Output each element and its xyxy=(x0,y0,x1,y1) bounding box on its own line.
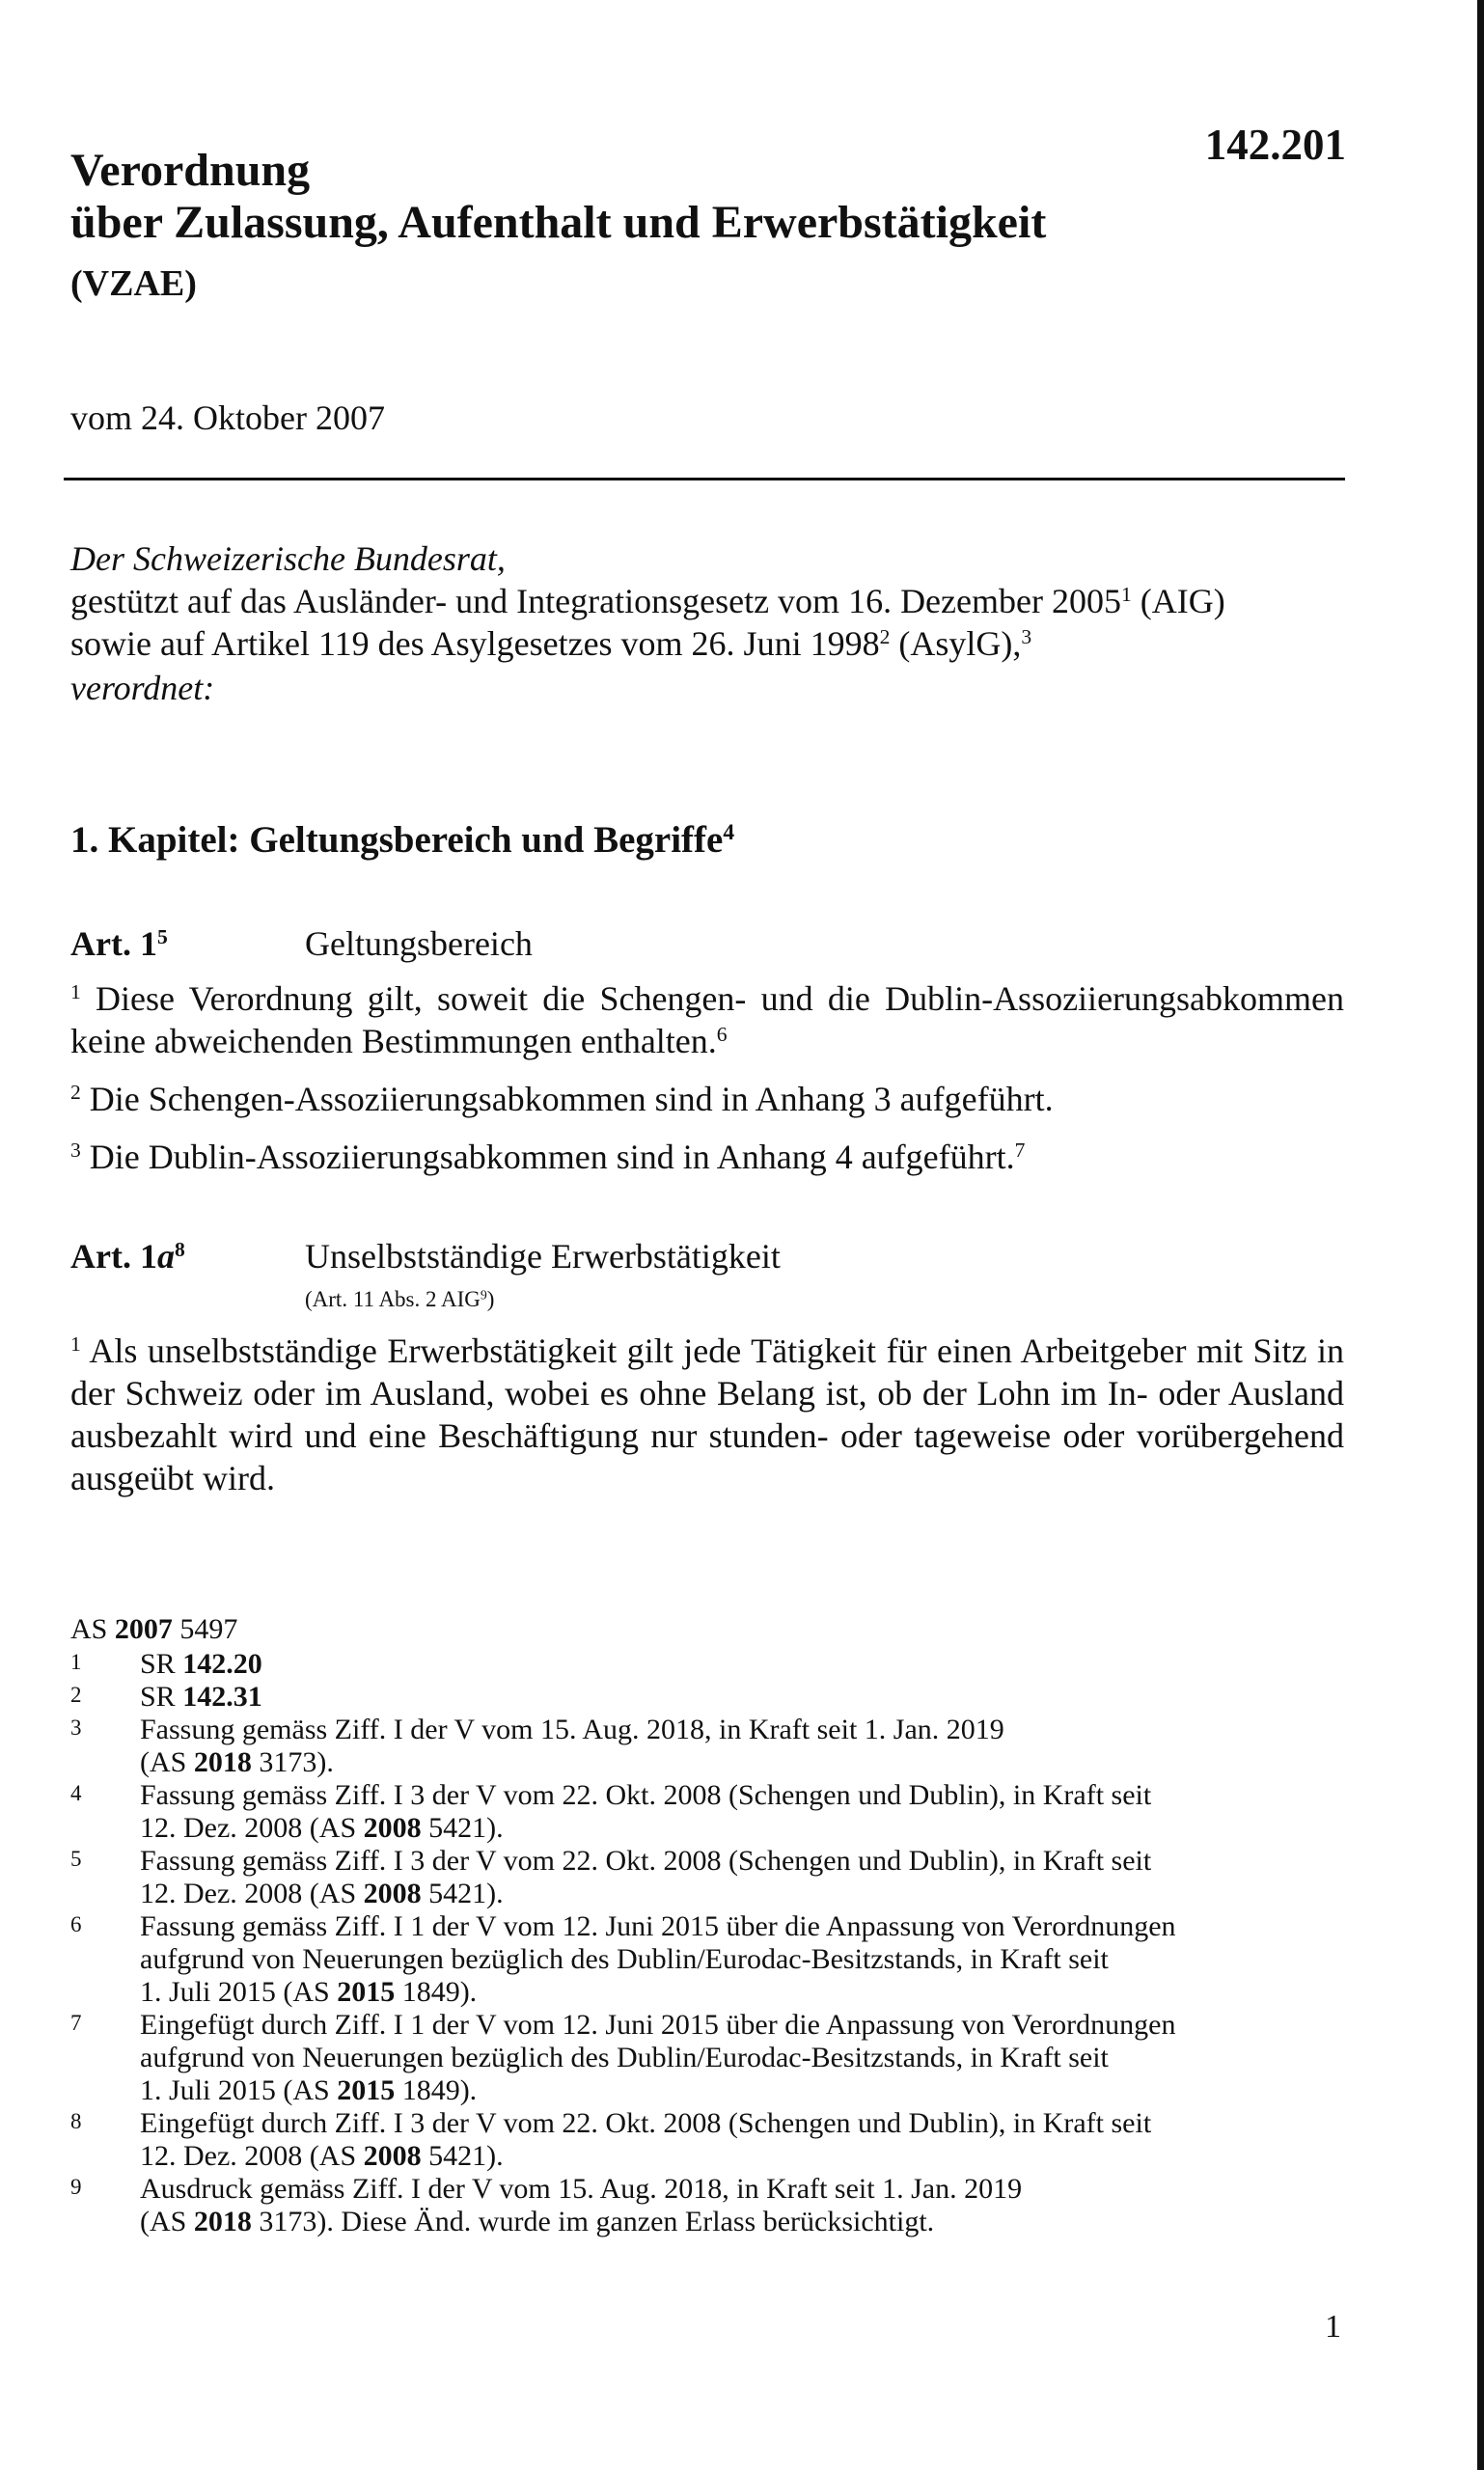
title-line-1: Verordnung xyxy=(70,145,311,196)
footnote-text xyxy=(140,2173,1354,2238)
footnote-line: 12. Dez. 2008 (AS 2008 5421). xyxy=(140,1812,504,1844)
footnote-number: 4 xyxy=(70,1781,82,1805)
article-1-paragraph-1: $^1$ Diese Verordnung gilt, soweit die Schengen- und die Dublin-Assoziierungsabkommen keine abweichenden Bestimmungen enthalten.$^6$ xyxy=(70,979,1345,1060)
footnote-item xyxy=(70,1845,1354,1910)
article-title: Geltungsbereich xyxy=(305,924,533,963)
footnote-text xyxy=(140,1648,1354,1681)
footnote-number: 2 xyxy=(70,1683,82,1707)
header-divider xyxy=(64,478,1345,480)
footnote-number: 3 xyxy=(70,1715,82,1740)
footnote-number: 6 xyxy=(70,1912,82,1936)
footnote-text xyxy=(140,2107,1354,2173)
article-number: Art. $1^5$ xyxy=(70,924,168,963)
preamble-decrees: verordnet: xyxy=(70,669,215,707)
footnote-number: 9 xyxy=(70,2175,82,2199)
footnote-ref[interactable]: 4 xyxy=(723,820,735,846)
footnote-ref[interactable]: 1 xyxy=(1120,583,1132,607)
article-1-heading xyxy=(70,922,533,965)
footnote-line: aufgrund von Neuerungen bezüglich des Dublin/Eurodac-Besitzstands, in Kraft seit xyxy=(140,1943,1109,1975)
footnote-ref[interactable]: 6 xyxy=(716,1023,728,1047)
title-abbreviation: (VZAE) xyxy=(70,263,197,304)
footnote-ref[interactable]: 9 xyxy=(480,1287,487,1303)
footnote-item xyxy=(70,1681,1354,1714)
enactment-date: vom 24. Oktober 2007 xyxy=(70,398,385,437)
article-1-paragraph-2: $^2$ Die Schengen-Assoziierungsabkommen sind in Anhang 3 aufgeführt. xyxy=(70,1080,1054,1118)
footnote-ref[interactable]: 8 xyxy=(174,1238,185,1262)
footnote-item xyxy=(70,1714,1354,1779)
article-1-paragraph-3: $^3$ Die Dublin-Assoziierungsabkommen sind in Anhang 4 aufgeführt.$^7$ xyxy=(70,1138,1026,1176)
footnote-ref[interactable]: 5 xyxy=(156,925,168,949)
footnote-line: 12. Dez. 2008 (AS 2008 5421). xyxy=(140,2140,504,2172)
article-number: Art. $1a^8$ xyxy=(70,1237,185,1276)
footnote-line: 1. Juli 2015 (AS 2015 1849). xyxy=(140,1976,478,2008)
footnote-line: Fassung gemäss Ziff. I 3 der V vom 22. Okt. 2008 (Schengen und Dublin), in Kraft seit xyxy=(140,1779,1152,1811)
footnote-text xyxy=(140,2009,1354,2107)
title-line-2: über Zulassung, Aufenthalt und Erwerbstätigkeit xyxy=(70,197,1047,248)
footnote-line: Fassung gemäss Ziff. I der V vom 15. Aug. 2018, in Kraft seit 1. Jan. 2019 xyxy=(140,1714,1004,1745)
preamble-basis-line-2: sowie auf Artikel 119 des Asylgesetzes vom 26. Juni 1998$^2$ (AsylG),$^3$ xyxy=(70,624,1032,663)
footnote-ref[interactable]: 2 xyxy=(879,625,891,649)
footnote-text xyxy=(140,1779,1354,1845)
sr-number: 142.201 xyxy=(1204,121,1346,169)
document-title xyxy=(70,145,1046,313)
footnote-line: Fassung gemäss Ziff. I 3 der V vom 22. Okt. 2008 (Schengen und Dublin), in Kraft seit xyxy=(140,1845,1152,1877)
footnote-line: (AS 2018 3173). xyxy=(140,1746,334,1778)
footnote-item xyxy=(70,1779,1354,1845)
footnote-item xyxy=(70,2173,1354,2238)
footnote-line: Ausdruck gemäss Ziff. I der V vom 15. Aug. 2018, in Kraft seit 1. Jan. 2019 xyxy=(140,2173,1023,2205)
footnote-item xyxy=(70,1648,1354,1681)
footnote-line: (AS 2018 3173). Diese Änd. wurde im ganzen Erlass berücksichtigt. xyxy=(140,2206,935,2237)
footnote-number: 5 xyxy=(70,1847,82,1871)
footnote-text xyxy=(140,1681,1354,1714)
footnote-ref[interactable]: 7 xyxy=(1014,1139,1026,1163)
footnote-item xyxy=(70,2009,1354,2107)
footnote-item xyxy=(70,2107,1354,2173)
footnote-line: Eingefügt durch Ziff. I 3 der V vom 22. Okt. 2008 (Schengen und Dublin), in Kraft seit xyxy=(140,2107,1152,2139)
article-1a-paragraph-1: $^1$ Als unselbstständige Erwerbstätigkeit gilt jede Tätigkeit für einen Arbeitgeber mit Sitz in der Schweiz oder im Ausland, wobei es ohne Belang ist, ob der Lohn im In- oder Ausland ausbezahlt wird und eine Beschäftigung nur stunden- oder tageweise oder vorübergehend ausgeübt wird. xyxy=(70,1331,1345,1497)
footnote-text xyxy=(140,1714,1354,1779)
preamble xyxy=(70,537,1344,709)
article-1a-legal-basis: (Art. 11 Abs. 2 AIG$^9$) xyxy=(305,1287,495,1311)
footnote-number: 8 xyxy=(70,2109,82,2133)
footnote-line: aufgrund von Neuerungen bezüglich des Dublin/Eurodac-Besitzstands, in Kraft seit xyxy=(140,2042,1109,2073)
footnote-line: 1. Juli 2015 (AS 2015 1849). xyxy=(140,2074,478,2106)
footnote-text xyxy=(140,1845,1354,1910)
chapter-heading: 1. Kapitel: Geltungsbereich und Begriffe$^4$ xyxy=(70,819,735,861)
footnote-item xyxy=(70,1910,1354,2009)
footnotes xyxy=(70,1648,1354,2238)
footnote-number: 1 xyxy=(70,1650,82,1674)
footnote-line: SR 142.20 xyxy=(140,1648,262,1680)
article-1a-heading xyxy=(70,1235,781,1277)
preamble-basis-line-1: gestützt auf das Ausländer- und Integrationsgesetz vom 16. Dezember 2005$^1$ (AIG) xyxy=(70,582,1225,620)
footnote-number: 7 xyxy=(70,2011,82,2035)
footnote-ref[interactable]: 3 xyxy=(1021,625,1032,649)
footnote-line: SR 142.31 xyxy=(140,1681,262,1713)
page-number: 1 xyxy=(1325,2309,1341,2345)
article-title: Unselbstständige Erwerbstätigkeit xyxy=(305,1237,781,1276)
footnote-line: Eingefügt durch Ziff. I 1 der V vom 12. Juni 2015 über die Anpassung von Verordnungen xyxy=(140,2009,1176,2041)
preamble-authority: Der Schweizerische Bundesrat, xyxy=(70,539,506,578)
footnote-text xyxy=(140,1910,1354,2009)
footnote-line: Fassung gemäss Ziff. I 1 der V vom 12. Juni 2015 über die Anpassung von Verordnungen xyxy=(140,1910,1176,1942)
footnote-line: 12. Dez. 2008 (AS 2008 5421). xyxy=(140,1878,504,1909)
official-collection-ref: AS 2007 5497 xyxy=(70,1613,238,1645)
